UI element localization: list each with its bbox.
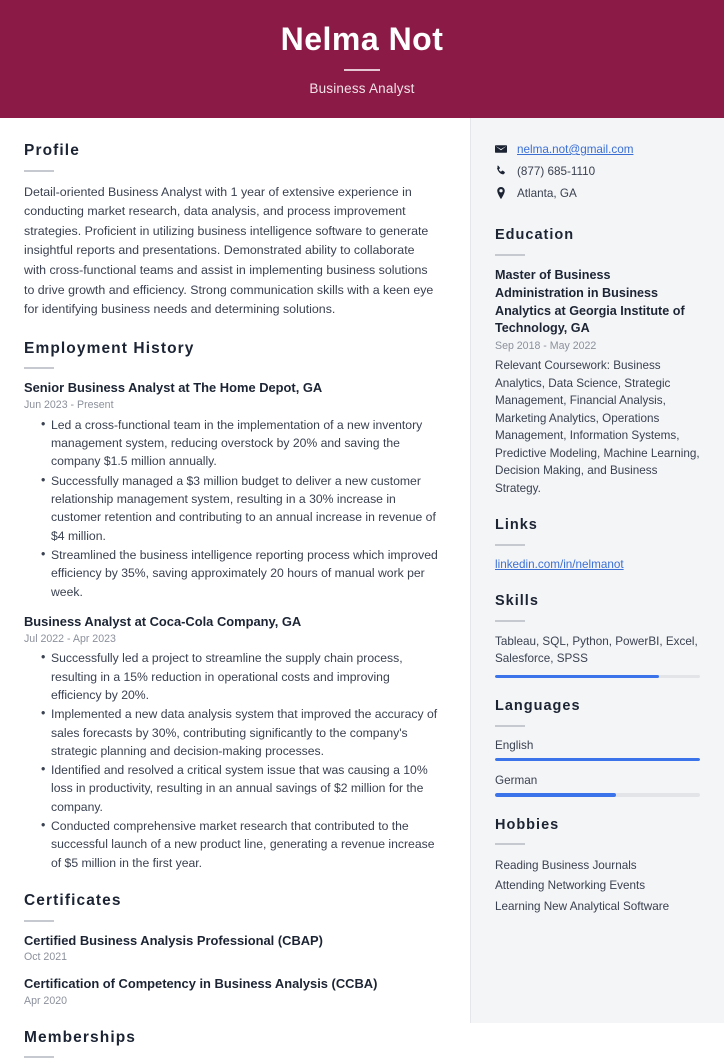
section-links: [495, 517, 700, 573]
job-bullets: [24, 649, 438, 872]
language-level-fill: [495, 758, 700, 762]
section-skills: [495, 593, 700, 678]
hobby-item: Reading Business Journals: [495, 859, 637, 873]
job-date: Jun 2023 - Present: [24, 399, 114, 412]
job-bullets: [24, 416, 438, 601]
heading-underline: [24, 367, 54, 369]
section-languages: [495, 698, 700, 797]
contact-email: [495, 142, 700, 158]
certificate-title: Certified Business Analysis Professional (CBAP): [24, 932, 323, 948]
education-date: Sep 2018 - May 2022: [495, 340, 597, 353]
language-entry: [495, 773, 700, 797]
linkedin-link[interactable]: linkedin.com/in/nelmanot: [495, 557, 624, 571]
education-heading: Education: [495, 227, 575, 244]
skills-level-bar: [495, 675, 700, 679]
certificate-date: Oct 2021: [24, 951, 67, 964]
skills-heading: Skills: [495, 593, 539, 610]
heading-underline: [495, 544, 525, 546]
phone-value: (877) 685-1110: [517, 164, 596, 178]
location-pin-icon: [495, 186, 510, 199]
job-title: Senior Business Analyst at The Home Depot, GA: [24, 380, 323, 396]
email-link[interactable]: nelma.not@gmail.com: [517, 143, 634, 156]
education-degree: Master of Business Administration in Business Analytics at Georgia Institute of Technology, GA: [495, 267, 685, 336]
envelope-icon: [495, 142, 510, 155]
hobby-item: Attending Networking Events: [495, 879, 646, 893]
heading-underline: [495, 725, 525, 727]
job-bullet: • Successfully managed a $3 million budget to deliver a new customer relationship management system, resulting in a 30% increase in customer retention and contributing to an annual increase in revenue of $4 million.: [41, 472, 438, 545]
language-level-fill: [495, 793, 616, 797]
section-education: [495, 227, 700, 497]
job-bullet: • Implemented a new data analysis system that improved the accuracy of sales forecasts by 30%, contributing significantly to the company's strategic planning and decision-making processes.: [41, 705, 438, 760]
language-name: German: [495, 774, 538, 788]
education-description: Relevant Coursework: Business Analytics, Data Science, Strategic Management, Financial Analysis, Marketing Analytics, Operations Management, Information Systems, Predictive Modeling, Machine Learning, Decision Making, and Business Strategy.: [495, 359, 700, 495]
candidate-job-title: Business Analyst: [309, 80, 415, 96]
heading-underline: [495, 620, 525, 622]
section-memberships: [24, 1029, 438, 1058]
main-column: [0, 118, 470, 1046]
profile-text: Detail-oriented Business Analyst with 1 year of extensive experience in conducting market research, data analysis, and process improvement strategies. Proficient in utilizing business intelligence software to generate insightful reports and presentations. Demonstrated ability to collaborate with cross-functional teams and assist in implementing business solutions to drive growth and efficiency. Strong communication skills with a keen eye for identifying business needs and determining solutions.: [24, 184, 434, 317]
certificate-date: Apr 2020: [24, 994, 67, 1007]
profile-heading: Profile: [24, 142, 80, 159]
hobby-item: Learning New Analytical Software: [495, 899, 670, 913]
heading-underline: [24, 170, 54, 172]
location-value: Atlanta, GA: [517, 186, 577, 200]
resume-header: [0, 0, 724, 118]
employment-heading: Employment History: [24, 339, 195, 357]
certificate-entry: [24, 976, 438, 1009]
employment-entry: [24, 614, 438, 872]
job-title: Business Analyst at Coca-Cola Company, GA: [24, 613, 302, 629]
header-divider: [344, 69, 380, 71]
language-level-bar: [495, 758, 700, 762]
memberships-heading: Memberships: [24, 1028, 137, 1046]
section-employment-history: [24, 340, 438, 872]
language-entry: [495, 738, 700, 762]
heading-underline: [495, 254, 525, 256]
links-heading: Links: [495, 517, 538, 534]
job-bullet: • Led a cross-functional team in the implementation of a new inventory management system, reducing overstock by 20% and saving the company $1.5 million annually.: [41, 416, 438, 471]
hobbies-heading: Hobbies: [495, 816, 560, 833]
contact-list: [495, 142, 700, 201]
language-name: English: [495, 738, 534, 752]
sidebar-column: [470, 118, 724, 1023]
certificate-entry: [24, 933, 438, 966]
heading-underline: [24, 920, 54, 922]
section-certificates: [24, 892, 438, 1009]
heading-underline: [495, 843, 525, 845]
resume-body: [0, 118, 724, 1046]
certificates-heading: Certificates: [24, 891, 122, 909]
certificate-title: Certification of Competency in Business Analysis (CCBA): [24, 976, 378, 992]
contact-location: [495, 186, 700, 202]
candidate-name: Nelma Not: [280, 21, 444, 58]
contact-phone: [495, 164, 700, 180]
section-profile: [24, 142, 438, 320]
job-bullet: • Successfully led a project to streamline the supply chain process, resulting in a 15% reduction in operational costs and improving efficiency by 20%.: [41, 649, 438, 704]
language-level-bar: [495, 793, 700, 797]
job-bullet: • Conducted comprehensive market research that contributed to the successful launch of a new product line, generating a revenue increase of $5 million in the first year.: [41, 817, 438, 872]
skills-text: Tableau, SQL, Python, PowerBI, Excel, Salesforce, SPSS: [495, 634, 698, 666]
job-date: Jul 2022 - Apr 2023: [24, 632, 116, 645]
job-bullet: • Streamlined the business intelligence reporting process which improved efficiency by 35%, saving approximately 20 hours of manual work per week.: [41, 546, 438, 601]
skills-level-fill: [495, 675, 659, 679]
hobby-list: [495, 856, 700, 916]
job-bullet: • Identified and resolved a critical system issue that was causing a 10% loss in productivity, resulting in an annual savings of $2 million for the company.: [41, 761, 438, 816]
section-hobbies: [495, 817, 700, 917]
employment-entry: [24, 380, 438, 601]
phone-icon: [495, 164, 510, 177]
languages-heading: Languages: [495, 698, 581, 715]
